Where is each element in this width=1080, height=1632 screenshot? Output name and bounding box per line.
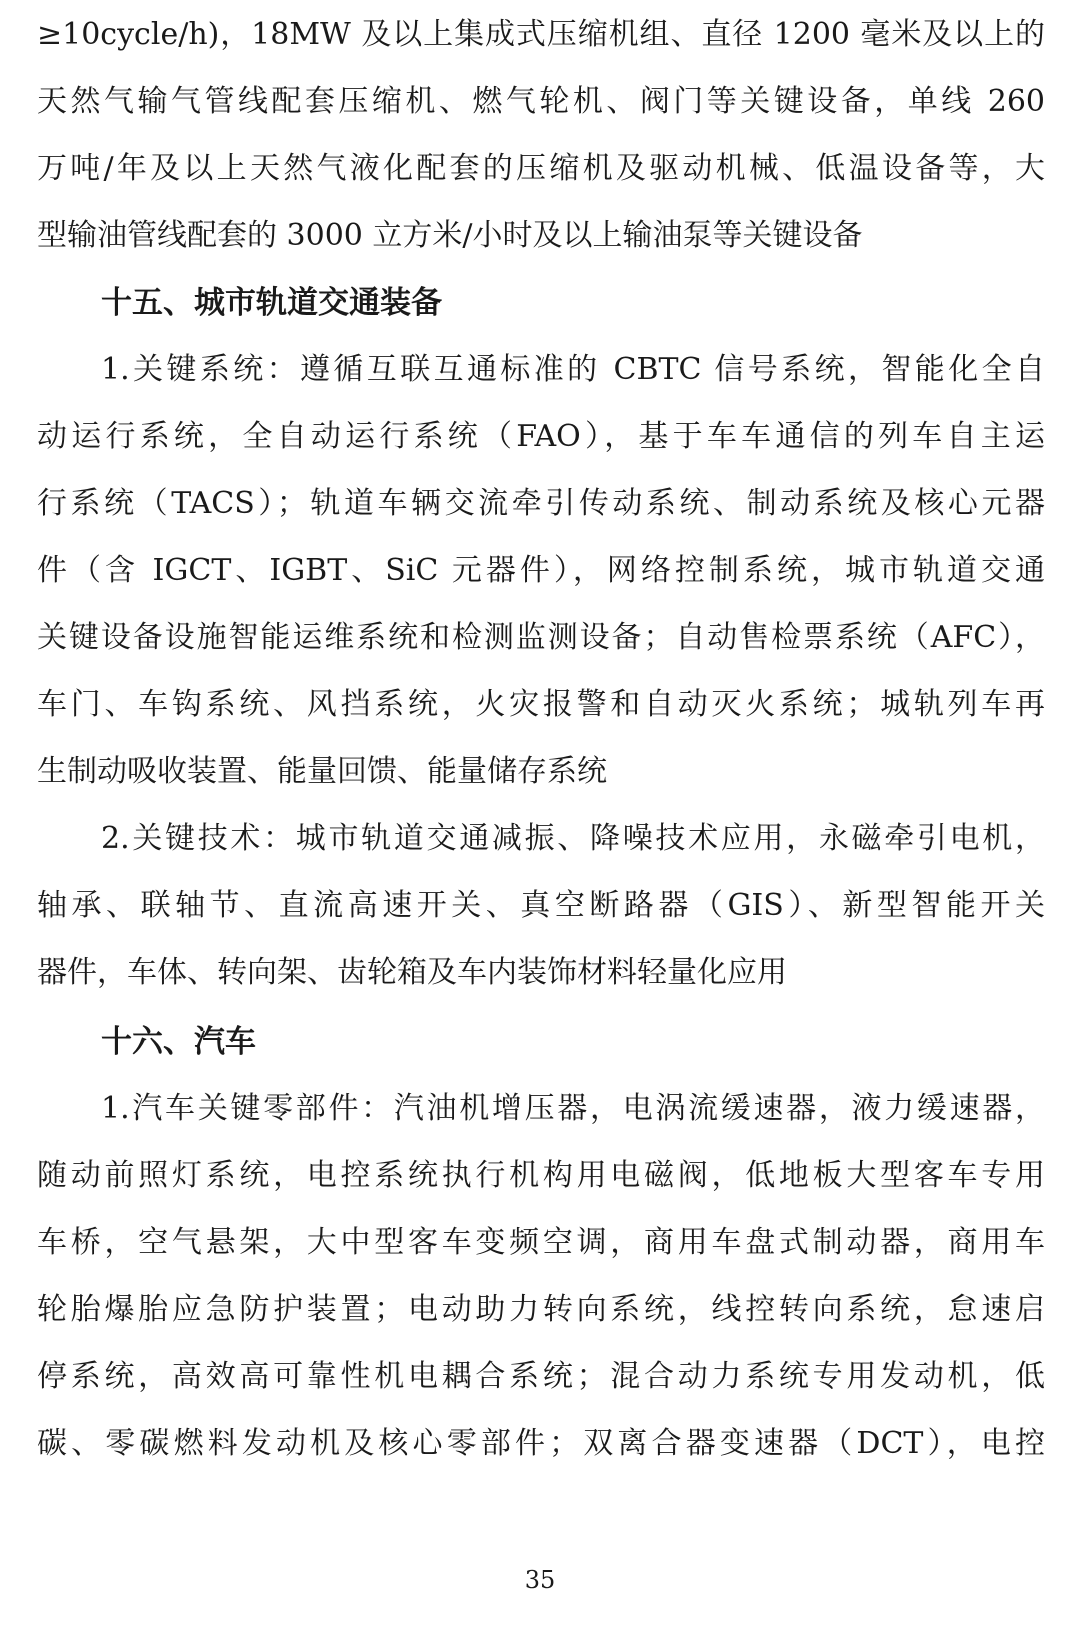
paragraph-line: 件（含 IGCT、IGBT、SiC 元器件），网络控制系统，城市轨道交通 bbox=[37, 553, 1045, 588]
paragraph-line: 生制动吸收装置、能量回馈、能量储存系统 bbox=[37, 754, 607, 789]
paragraph-line: 1.汽车关键零部件：汽油机增压器，电涡流缓速器，液力缓速器， bbox=[101, 1091, 1045, 1126]
paragraph-line: 车门、车钩系统、风挡系统，火灾报警和自动灭火系统；城轨列车再 bbox=[37, 687, 1045, 722]
paragraph-line: 关键设备设施智能运维系统和检测监测设备；自动售检票系统（AFC）， bbox=[37, 620, 1045, 655]
paragraph-line: ≥10cycle/h)，18MW 及以上集成式压缩机组、直径 1200 毫米及以上的 bbox=[37, 17, 1045, 52]
paragraph-line: 动运行系统，全自动运行系统（FAO），基于车车通信的列车自主运 bbox=[37, 419, 1045, 454]
paragraph-line: 天然气输气管线配套压缩机、燃气轮机、阀门等关键设备，单线 260 bbox=[37, 84, 1045, 119]
section-heading-15: 十五、城市轨道交通装备 bbox=[101, 285, 442, 321]
paragraph-line: 轴承、联轴节、直流高速开关、真空断路器（GIS）、新型智能开关 bbox=[37, 888, 1045, 923]
paragraph-line: 2.关键技术：城市轨道交通减振、降噪技术应用，永磁牵引电机， bbox=[101, 821, 1045, 856]
paragraph-line: 器件，车体、转向架、齿轮箱及车内装饰材料轻量化应用 bbox=[37, 955, 787, 990]
paragraph-line: 型输油管线配套的 3000 立方米/小时及以上输油泵等关键设备 bbox=[37, 218, 863, 253]
page-number: 35 bbox=[524, 1566, 556, 1594]
paragraph-line: 行系统（TACS）；轨道车辆交流牵引传动系统、制动系统及核心元器 bbox=[37, 486, 1045, 521]
paragraph-line: 碳、零碳燃料发动机及核心零部件；双离合器变速器（DCT），电控 bbox=[37, 1426, 1045, 1461]
paragraph-line: 随动前照灯系统，电控系统执行机构用电磁阀，低地板大型客车专用 bbox=[37, 1158, 1045, 1193]
section-heading-16: 十六、汽车 bbox=[101, 1024, 256, 1060]
paragraph-line: 万吨/年及以上天然气液化配套的压缩机及驱动机械、低温设备等，大 bbox=[37, 151, 1045, 186]
paragraph-line: 停系统，高效高可靠性机电耦合系统；混合动力系统专用发动机，低 bbox=[37, 1359, 1045, 1394]
paragraph-line: 1.关键系统：遵循互联互通标准的 CBTC 信号系统，智能化全自 bbox=[101, 352, 1045, 387]
paragraph-line: 车桥，空气悬架，大中型客车变频空调，商用车盘式制动器，商用车 bbox=[37, 1225, 1045, 1260]
paragraph-line: 轮胎爆胎应急防护装置；电动助力转向系统，线控转向系统，怠速启 bbox=[37, 1292, 1045, 1327]
